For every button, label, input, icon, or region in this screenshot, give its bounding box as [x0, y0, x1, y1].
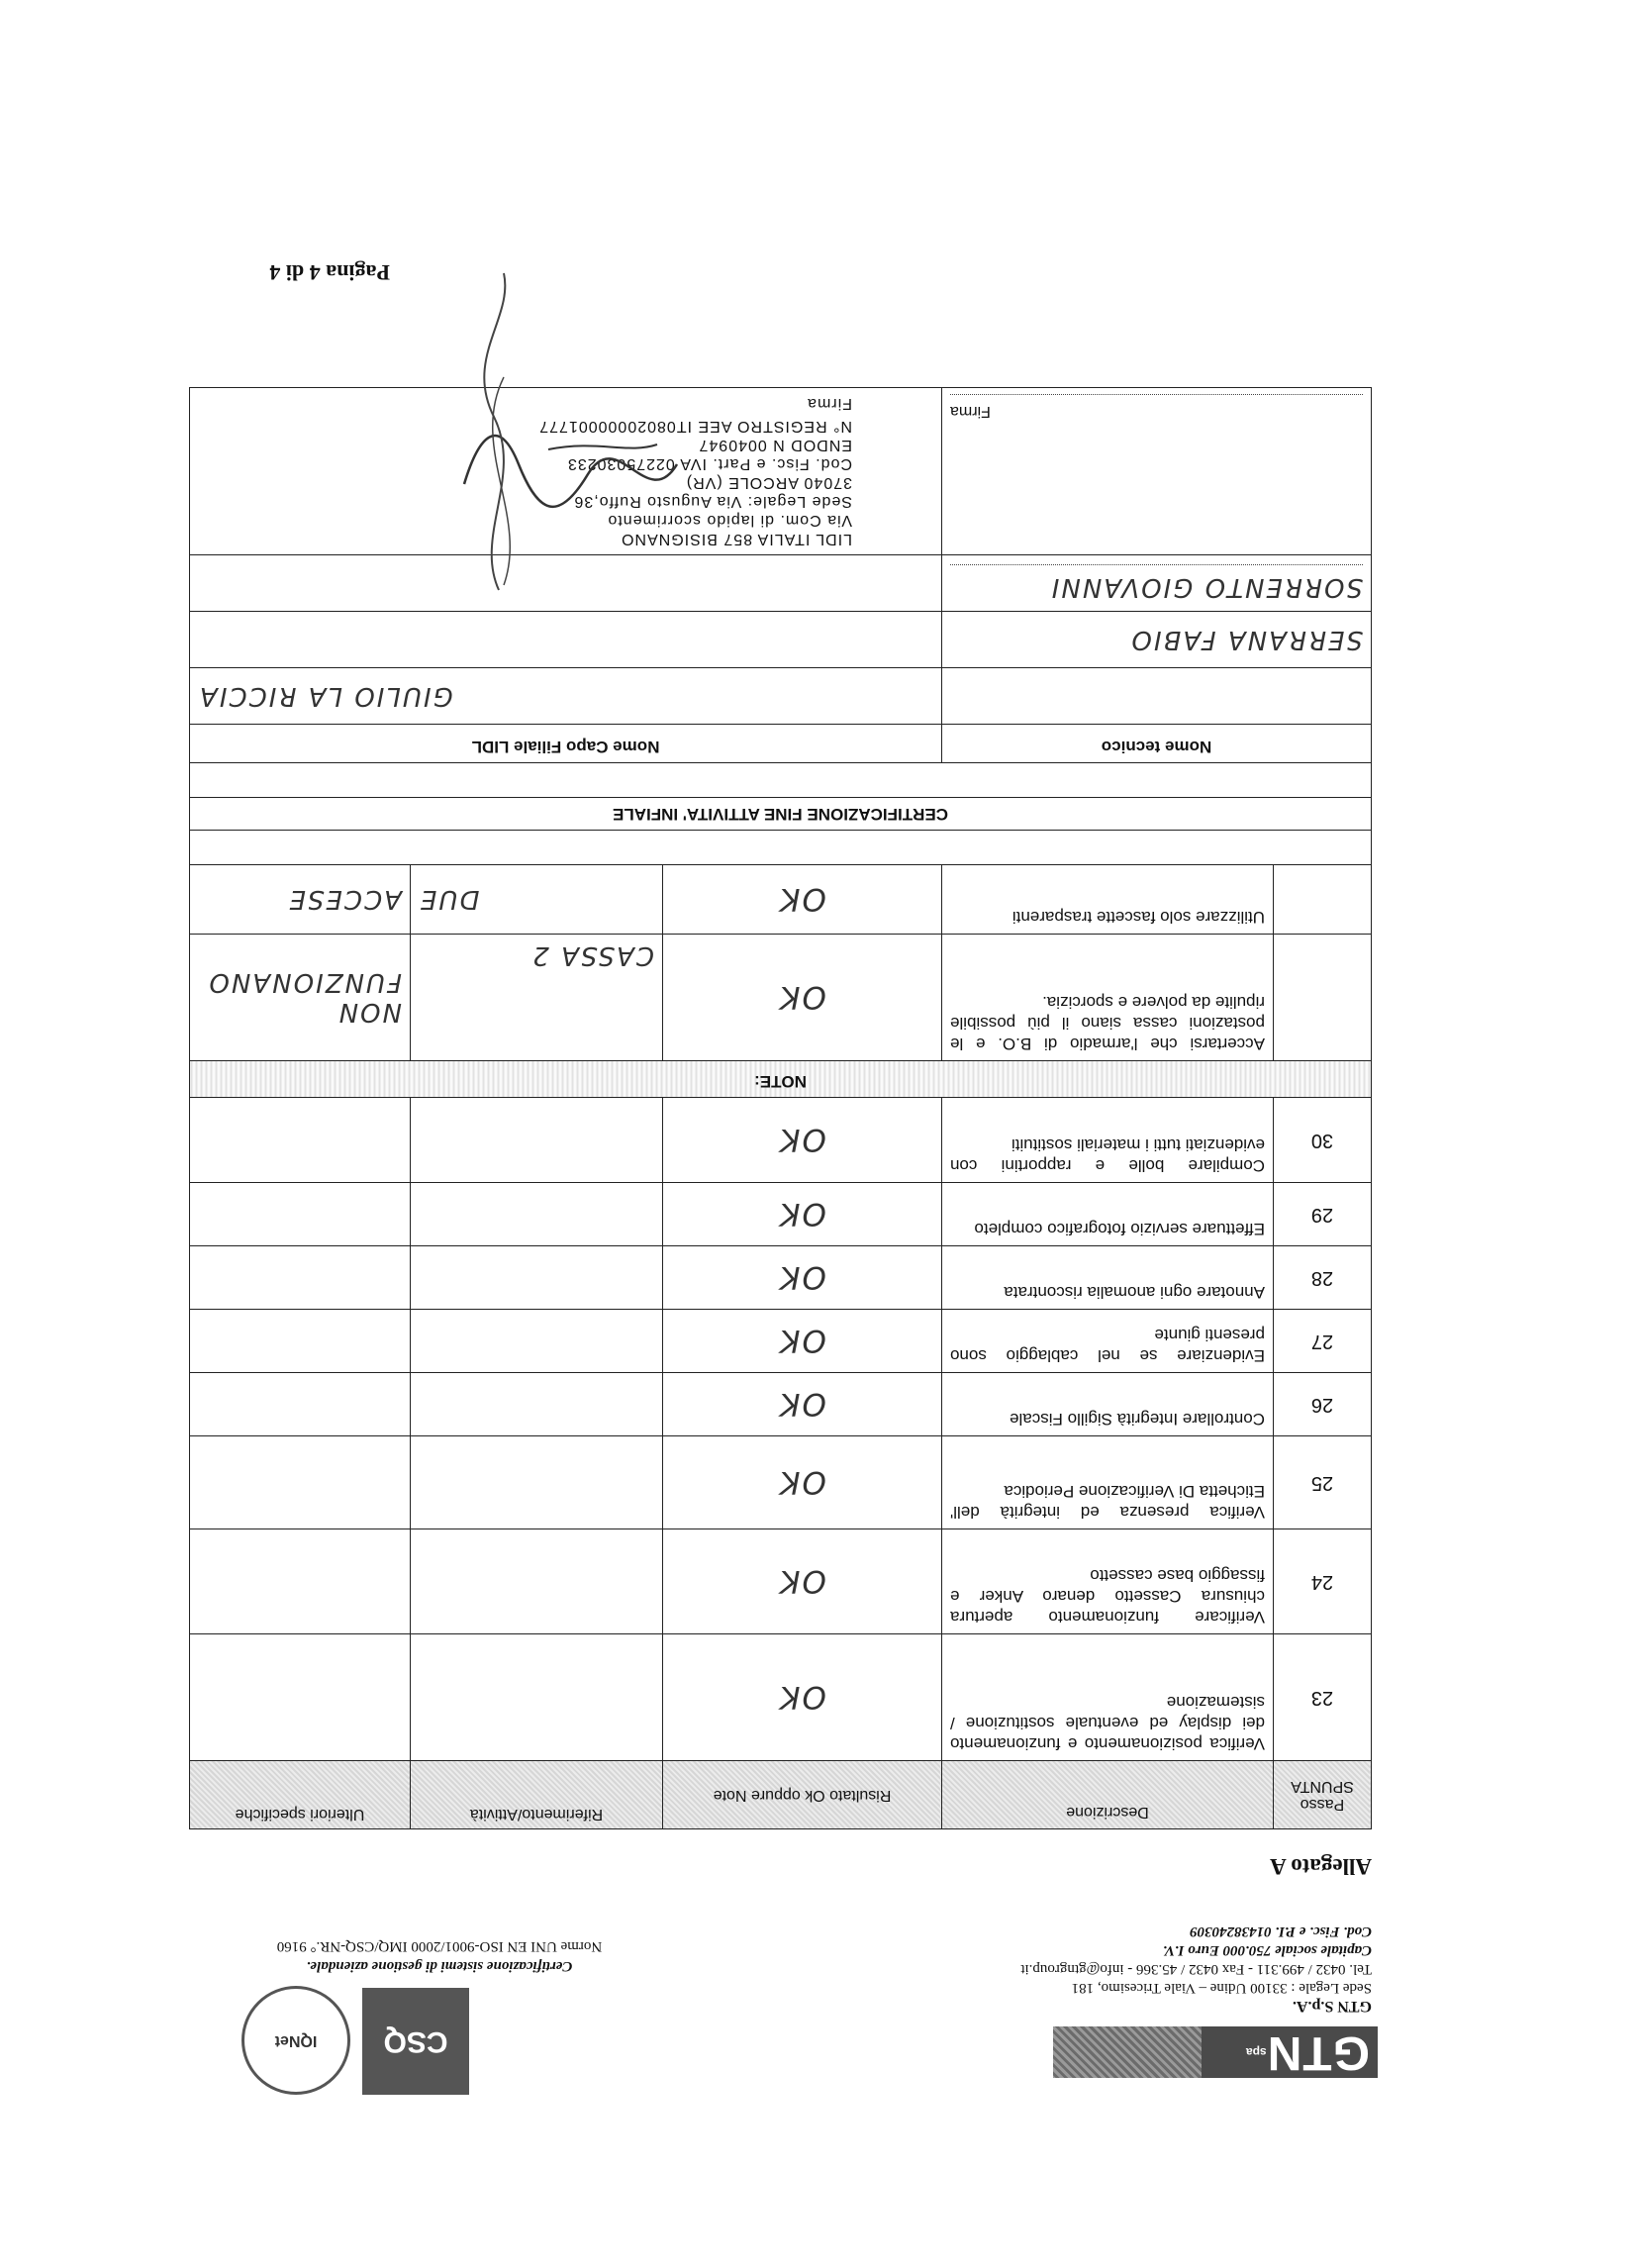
row-riferimento — [411, 1098, 663, 1183]
header-descrizione: Descrizione — [942, 1761, 1274, 1829]
note-row — [190, 935, 1372, 1061]
row-risultato — [663, 1183, 942, 1246]
row-ulteriori — [190, 1310, 411, 1373]
cert-label: CERTIFICAZIONE FINE ATTIVITA' INFIALE — [190, 798, 1372, 831]
header-ulteriori: Ulteriori specifiche — [190, 1761, 411, 1829]
row-ulteriori — [190, 1436, 411, 1529]
company-info — [818, 1922, 1372, 2016]
handwritten-tecnico-name-2: SORRENTO GIOVANNI — [1049, 572, 1363, 602]
nome-header-row — [190, 725, 1372, 763]
row-ulteriori — [190, 1183, 411, 1246]
header-riferimento: Riferimento/Attività — [411, 1761, 663, 1829]
table-row — [190, 1246, 1372, 1310]
company-name: GTN S.p.A. — [1292, 1998, 1372, 2015]
note-passo — [1274, 865, 1372, 935]
tecnico-name-cell — [942, 668, 1372, 725]
note-descrizione: Accertarsi che l'armadio di B.O. e le postazioni cassa siano il più possibile ripulite da polvere e sporcizia. — [942, 935, 1274, 1061]
name-row — [190, 612, 1372, 668]
row-risultato — [663, 1373, 942, 1436]
csq-logo: CSQ — [362, 1988, 469, 2095]
row-ulteriori — [190, 1373, 411, 1436]
tecnico-name-cell-2 — [942, 612, 1372, 668]
row-descrizione: Evidenziare se nel cablaggio sono presenti giunte — [942, 1310, 1274, 1373]
company-capital: Capitale sociale 750.000 Euro I.V. — [1163, 1942, 1372, 1958]
note-ulteriori — [190, 935, 411, 1061]
nome-tecnico-label: Nome tecnico — [942, 725, 1372, 763]
tecnico-name-cell-3 — [942, 555, 1372, 612]
handwritten-non-funzionano: NON FUNZIONANO — [207, 967, 402, 1028]
company-address: Sede Legale : 33100 Udine – Viale Tricesimo, 181 — [1071, 1980, 1372, 1996]
handwritten-ok: OK — [778, 979, 826, 1016]
table-row — [190, 1529, 1372, 1634]
gtn-logo-small: spa — [1245, 2045, 1267, 2059]
handwritten-ok: OK — [778, 1196, 826, 1233]
row-riferimento — [411, 1246, 663, 1310]
dotted-line — [950, 394, 1363, 396]
row-ulteriori — [190, 1246, 411, 1310]
tecnico-firma-cell — [942, 388, 1372, 555]
header-passo: Passo SPUNTA — [1274, 1761, 1372, 1829]
dotted-line — [950, 564, 1363, 566]
row-ulteriori — [190, 1098, 411, 1183]
row-risultato — [663, 1310, 942, 1373]
note-ulteriori — [190, 865, 411, 935]
note-riferimento — [411, 865, 663, 935]
allegato-title: Allegato A — [1270, 1854, 1372, 1879]
row-passo: 27 — [1274, 1310, 1372, 1373]
note-risultato — [663, 935, 942, 1061]
gtn-logo-text: GTN — [1266, 2026, 1370, 2079]
blank-cell — [190, 555, 942, 612]
row-risultato — [663, 1098, 942, 1183]
handwritten-tecnico-name-1: SERRANA FABIO — [1129, 625, 1363, 654]
stamp-line: LIDL ITALIA 857 BISIGNANO — [621, 531, 852, 547]
company-fiscal: Cod. Fisc. e P.I. 01438240309 — [1190, 1923, 1372, 1939]
stamp-line: 37040 ARCOLE (VR) — [685, 474, 852, 491]
handwritten-ok: OK — [778, 881, 826, 918]
handwritten-accese: ACCESE — [287, 884, 402, 915]
table-row — [190, 1183, 1372, 1246]
table-row — [190, 1310, 1372, 1373]
iqnet-logo: IQNet — [241, 1986, 350, 2095]
stamp-line: Cod. Fisc. e Part. IVA 02275030233 — [566, 455, 852, 472]
row-ulteriori — [190, 1529, 411, 1634]
row-descrizione: Verificare funzionamento apertura chiusura Cassetto denaro Anker e fissaggio base cassetto — [942, 1529, 1274, 1634]
row-risultato — [663, 1529, 942, 1634]
nome-capo-label: Nome Capo Filiale LIDL — [190, 725, 942, 763]
stamp-line: Via Com. di lapido scorrimento — [607, 512, 852, 529]
row-riferimento — [411, 1373, 663, 1436]
row-risultato — [663, 1246, 942, 1310]
handwritten-ok: OK — [778, 1122, 826, 1158]
row-descrizione: Verifica posizionamento e funzionamento dei display ed eventuale sostituzione / sistemazione — [942, 1634, 1274, 1761]
handwritten-ok: OK — [778, 1323, 826, 1359]
note-risultato — [663, 865, 942, 935]
row-descrizione: Compilare bolle e rapportini con evidenziati tutti i materiali sostituiti — [942, 1098, 1274, 1183]
spacer-row — [190, 763, 1372, 798]
table-header-row — [190, 1761, 1372, 1829]
cert-norme: Norme UNI EN ISO-9001/2000 IMQ/CSQ-NR.° 9160 — [276, 1938, 603, 1954]
row-passo: 25 — [1274, 1436, 1372, 1529]
table-row — [190, 1634, 1372, 1761]
handwritten-due: DUE — [419, 884, 480, 915]
row-descrizione: Annotare ogni anomalia riscontrata — [942, 1246, 1274, 1310]
handwritten-ok: OK — [778, 1386, 826, 1423]
company-contacts: Tel. 0432 / 499.311 - Fax 0432 / 45.366 - info@gtngroup.it — [1020, 1961, 1372, 1977]
handwritten-ok: OK — [778, 1259, 826, 1296]
handwritten-capo-name: GIULIO LA RICCIA — [198, 681, 453, 711]
firma-label-capo: Firma — [807, 395, 852, 412]
spacer-row — [190, 831, 1372, 865]
handwritten-ok: OK — [778, 1679, 826, 1716]
gtn-swirl-graphic — [1053, 2026, 1202, 2078]
page-number: Pagina 4 di 4 — [269, 260, 390, 285]
row-passo: 29 — [1274, 1183, 1372, 1246]
note-label: NOTE: — [190, 1061, 1372, 1098]
stamp-line: N° REGISTRO AEE IT08020000001777 — [538, 418, 852, 435]
stamp-line: Sede Legale: Via Augusto Ruffo,36 — [573, 493, 852, 510]
certification-logos — [232, 1986, 469, 2095]
handwritten-ok: OK — [778, 1464, 826, 1501]
row-passo: 30 — [1274, 1098, 1372, 1183]
checklist-table — [189, 387, 1372, 1829]
firma-label-tecnico: Firma — [950, 403, 991, 420]
row-riferimento — [411, 1436, 663, 1529]
blank-cell — [190, 612, 942, 668]
row-passo: 26 — [1274, 1373, 1372, 1436]
handwritten-ok: OK — [778, 1563, 826, 1600]
stamp-line: ENDOD N 0040947 — [698, 437, 852, 453]
header-risultato: Risultato Ok oppure Note — [663, 1761, 942, 1829]
row-riferimento — [411, 1183, 663, 1246]
certification-norms — [227, 1936, 652, 1976]
row-risultato — [663, 1436, 942, 1529]
handwritten-cassa: CASSA 2 — [530, 940, 654, 970]
name-row — [190, 668, 1372, 725]
cert-title: Certificazione sistemi di gestione aziendale. — [306, 1958, 573, 1974]
row-riferimento — [411, 1634, 663, 1761]
table-row — [190, 1098, 1372, 1183]
row-riferimento — [411, 1529, 663, 1634]
capo-name-cell — [190, 668, 942, 725]
note-bar — [190, 1061, 1372, 1098]
capo-signature — [454, 268, 543, 595]
row-ulteriori — [190, 1634, 411, 1761]
cert-row — [190, 798, 1372, 831]
gtn-logo — [1202, 2026, 1378, 2078]
row-descrizione: Controllare Integrità Sigillo Fiscale — [942, 1373, 1274, 1436]
row-descrizione: Effettuare servizio fotografico completo — [942, 1183, 1274, 1246]
row-risultato — [663, 1634, 942, 1761]
row-passo: 24 — [1274, 1529, 1372, 1634]
note-riferimento — [411, 935, 663, 1061]
firma-row — [190, 388, 1372, 555]
table-row — [190, 1436, 1372, 1529]
note-descrizione: Utilizzare solo fascette trasparenti — [942, 865, 1274, 935]
table-row — [190, 1373, 1372, 1436]
name-row — [190, 555, 1372, 612]
row-riferimento — [411, 1310, 663, 1373]
note-row — [190, 865, 1372, 935]
row-descrizione: Verifica presenza ed integrità dell' Etichetta Di Verificazione Periodica — [942, 1436, 1274, 1529]
row-passo: 28 — [1274, 1246, 1372, 1310]
row-passo: 23 — [1274, 1634, 1372, 1761]
note-passo — [1274, 935, 1372, 1061]
